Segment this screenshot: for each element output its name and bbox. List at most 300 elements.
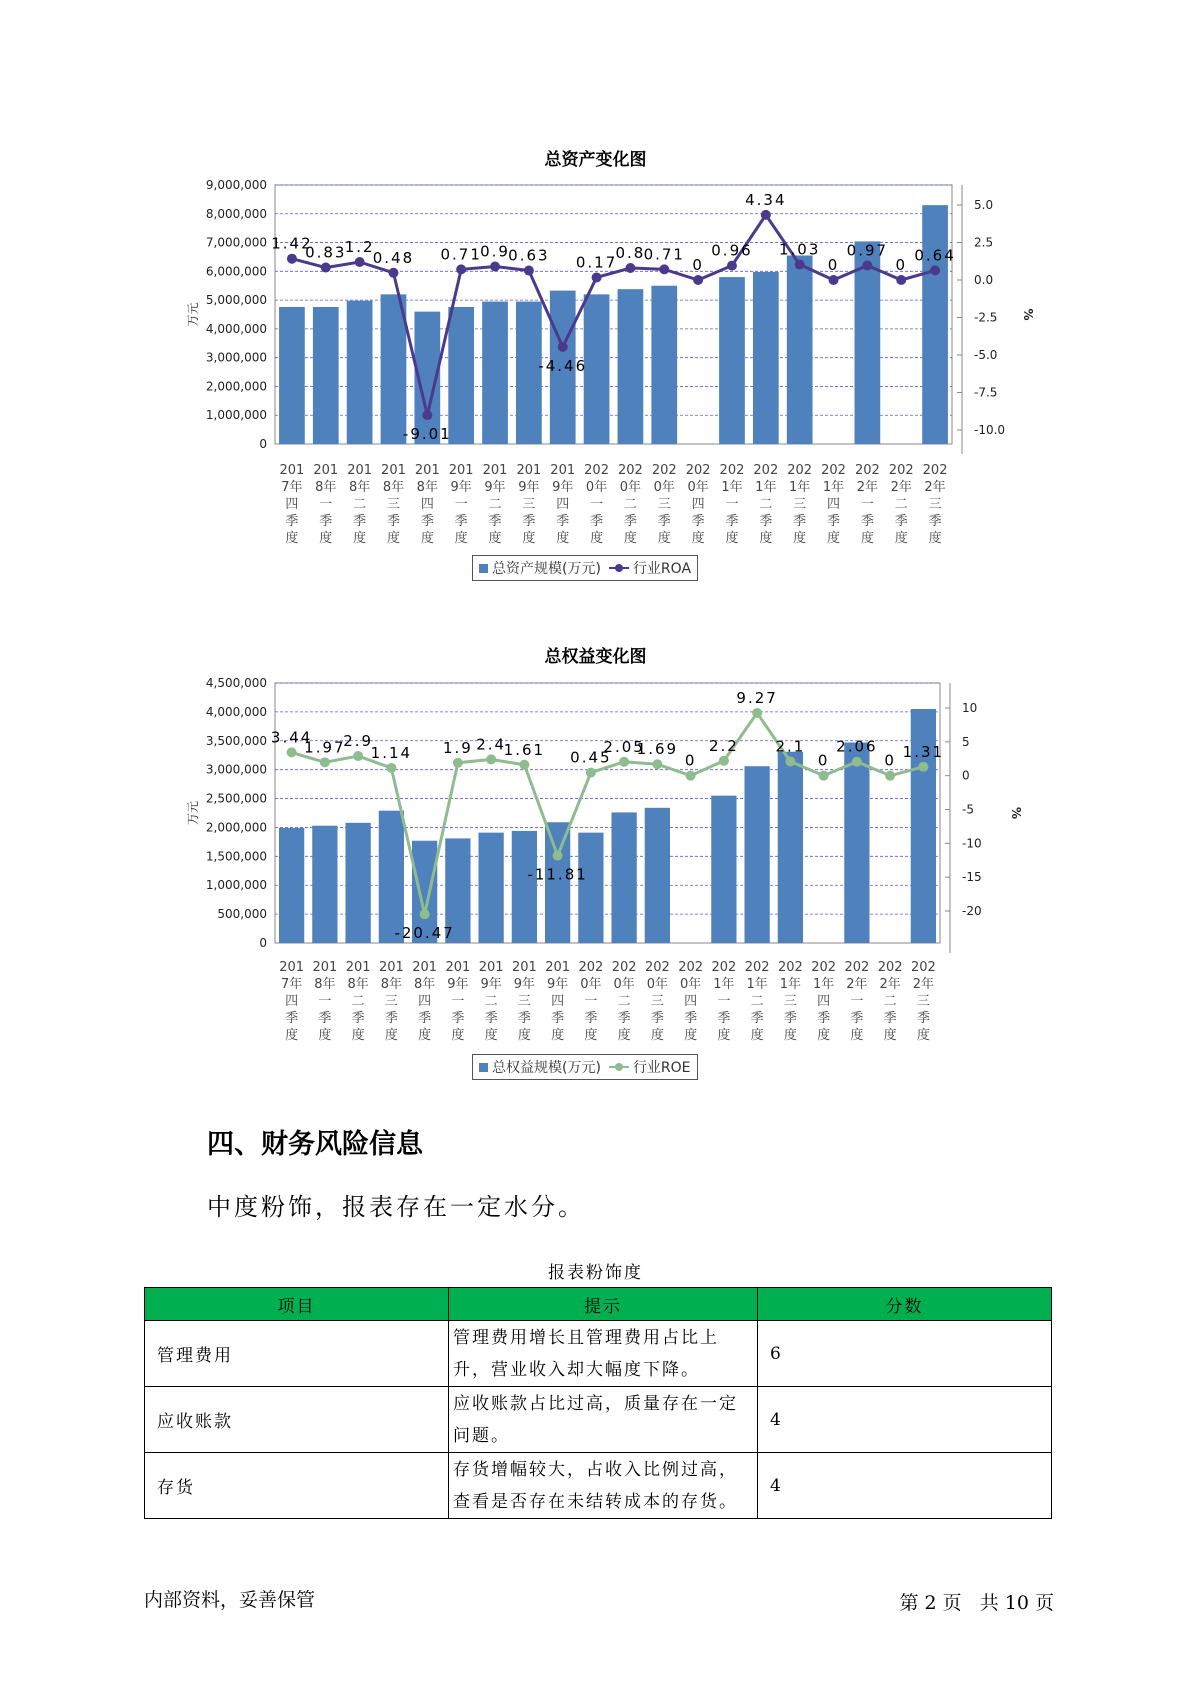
- x-tick-label: 度: [556, 531, 570, 546]
- line-point: [659, 264, 669, 274]
- x-tick-label: 四: [691, 497, 705, 512]
- x-tick-label: 季: [418, 1011, 432, 1026]
- x-tick-label: 三: [916, 994, 930, 1009]
- x-tick-label: 二: [484, 994, 498, 1009]
- bar: [279, 307, 305, 444]
- data-label: 1.31: [902, 742, 945, 761]
- x-tick-label: 四: [420, 497, 434, 512]
- bar: [787, 256, 813, 444]
- x-tick-label: 季: [783, 1011, 797, 1026]
- x-tick-label: 度: [488, 531, 502, 546]
- x-tick-label: 季: [817, 1011, 831, 1026]
- y-tick-label: 4,500,000: [205, 676, 267, 690]
- x-tick-label: 季: [351, 1011, 365, 1026]
- line-point: [652, 759, 662, 769]
- x-tick-label: 202: [644, 960, 670, 975]
- x-tick-label: 季: [650, 1011, 664, 1026]
- x-tick-label: 度: [351, 1028, 365, 1043]
- x-tick-label: 季: [916, 1011, 930, 1026]
- x-tick-label: 0年: [619, 480, 642, 495]
- data-label: 1.14: [370, 743, 413, 762]
- line-point: [388, 268, 398, 278]
- x-tick-label: 202: [711, 960, 737, 975]
- x-tick-label: 季: [717, 1011, 731, 1026]
- x-tick-label: 度: [684, 1028, 698, 1043]
- x-tick-label: 1年: [822, 480, 845, 495]
- legend-label-line: 行业ROA: [632, 561, 692, 577]
- x-tick-label: 202: [922, 463, 948, 478]
- bar: [345, 823, 370, 943]
- header-hint: 提示: [449, 1288, 758, 1321]
- y-tick-label: 9,000,000: [205, 178, 267, 192]
- data-label: 1.9: [442, 738, 473, 757]
- x-tick-label: 度: [319, 531, 333, 546]
- legend-label-bar: 总资产规模(万元): [492, 561, 601, 577]
- y-tick-label: 2,500,000: [205, 791, 267, 806]
- x-tick-label: 度: [894, 531, 908, 546]
- x-tick-label: 9年: [450, 480, 472, 495]
- line-point: [625, 263, 635, 273]
- x-tick-label: 度: [883, 1028, 897, 1043]
- x-tick-label: 度: [484, 1028, 498, 1043]
- chart-title-assets: 总资产变化图: [544, 150, 647, 170]
- table-row: [145, 1387, 1052, 1453]
- legend-item-line: [609, 1057, 691, 1077]
- x-tick-label: 0年: [646, 977, 669, 992]
- x-tick-label: 季: [556, 514, 570, 529]
- bar: [584, 294, 610, 444]
- x-tick-label: 度: [793, 531, 807, 546]
- data-label: 0: [692, 256, 704, 274]
- table-row: [145, 1453, 1052, 1519]
- x-tick-label: 1年: [721, 480, 743, 495]
- x-tick-label: 度: [551, 1028, 565, 1043]
- x-tick-label: 一: [850, 994, 864, 1009]
- x-tick-label: 9年: [518, 480, 540, 495]
- legend-item-bar: [479, 1057, 601, 1077]
- x-tick-label: 二: [617, 994, 631, 1009]
- x-tick-label: 0年: [679, 977, 702, 992]
- cell-score: 4: [758, 1453, 1052, 1519]
- cell-hint: 应收账款占比过高，质量存在一定问题。: [449, 1387, 758, 1453]
- y2-tick-label: 2.5: [974, 235, 994, 250]
- line-point: [586, 768, 596, 778]
- x-tick-label: 201: [345, 960, 371, 975]
- x-tick-label: 202: [578, 960, 604, 975]
- x-tick-label: 8年: [315, 480, 337, 495]
- line-point: [829, 275, 839, 285]
- x-tick-label: 一: [584, 994, 598, 1009]
- x-tick-label: 四: [418, 994, 432, 1009]
- x-tick-label: 201: [478, 960, 504, 975]
- x-tick-label: 度: [657, 531, 671, 546]
- x-tick-label: 201: [414, 463, 440, 478]
- x-tick-label: 8年: [382, 480, 405, 495]
- line-point: [885, 771, 895, 781]
- y-tick-label: 500,000: [217, 907, 267, 922]
- bar: [312, 826, 337, 943]
- x-tick-label: 季: [617, 1011, 631, 1026]
- y-tick-label: 3,500,000: [205, 733, 267, 748]
- line-point: [456, 264, 466, 274]
- x-tick-label: 2年: [890, 480, 912, 495]
- data-label: 1.42: [271, 234, 313, 253]
- footer-confidential: 内部资料，妥善保管: [144, 1589, 316, 1611]
- line-point: [761, 210, 771, 220]
- x-tick-label: 季: [420, 514, 434, 529]
- x-tick-label: 季: [623, 514, 637, 529]
- x-tick-label: 1年: [755, 480, 777, 495]
- data-label: 1.61: [503, 740, 546, 759]
- x-tick-label: 202: [685, 463, 711, 478]
- cell-item: 存货: [145, 1453, 449, 1519]
- y-tick-label: 2,000,000: [205, 379, 267, 394]
- x-tick-label: 202: [821, 463, 846, 478]
- cell-score: 4: [758, 1387, 1052, 1453]
- line-point: [592, 272, 602, 282]
- x-tick-label: 三: [650, 994, 664, 1009]
- x-tick-label: 度: [623, 531, 637, 546]
- line-point: [719, 756, 729, 766]
- line-point: [553, 851, 563, 861]
- line-point: [420, 909, 430, 919]
- x-tick-label: 季: [551, 1011, 565, 1026]
- x-tick-label: 一: [590, 497, 604, 512]
- cell-item: 管理费用: [145, 1321, 449, 1387]
- x-tick-label: 度: [750, 1028, 764, 1043]
- x-tick-label: 季: [850, 1011, 864, 1026]
- x-tick-label: 2年: [856, 480, 879, 495]
- bar: [744, 766, 769, 943]
- x-tick-label: 201: [445, 960, 471, 975]
- line-point: [453, 758, 463, 768]
- x-tick-label: 201: [279, 960, 305, 975]
- x-tick-label: 8年: [348, 480, 371, 495]
- x-tick-label: 一: [725, 497, 739, 512]
- x-tick-label: 季: [451, 1011, 465, 1026]
- x-tick-label: 二: [883, 994, 897, 1009]
- y2-tick-label: -5: [962, 802, 974, 817]
- legend-swatch-bar: [479, 564, 488, 573]
- table-caption: 报表粉饰度: [548, 1263, 643, 1283]
- x-tick-label: 一: [717, 994, 731, 1009]
- x-tick-label: 二: [353, 497, 367, 512]
- data-label: 0: [884, 751, 896, 770]
- x-tick-label: 201: [412, 960, 438, 975]
- x-tick-label: 季: [285, 514, 299, 529]
- x-tick-label: 季: [657, 514, 671, 529]
- x-tick-label: 201: [312, 960, 338, 975]
- bar: [512, 831, 537, 943]
- y-tick-label: 7,000,000: [205, 235, 267, 250]
- x-tick-label: 四: [817, 994, 831, 1009]
- y-tick-label: 4,000,000: [205, 321, 267, 336]
- data-label: 0.48: [372, 248, 415, 267]
- y-tick-label: 3,000,000: [205, 762, 267, 777]
- line-point: [287, 254, 297, 264]
- y2-tick-label: -15: [962, 870, 982, 885]
- x-tick-label: 四: [285, 994, 299, 1009]
- x-tick-label: 201: [347, 463, 373, 478]
- x-tick-label: 201: [511, 960, 537, 975]
- x-tick-label: 度: [617, 1028, 631, 1043]
- x-tick-label: 度: [454, 531, 468, 546]
- x-tick-label: 季: [353, 514, 367, 529]
- x-tick-label: 度: [717, 1028, 731, 1043]
- line-point: [619, 757, 629, 767]
- x-tick-label: 季: [318, 1011, 332, 1026]
- y2-tick-label: 10: [962, 701, 978, 715]
- y2-tick-label: -20: [962, 904, 982, 918]
- x-tick-label: 季: [928, 514, 942, 529]
- x-tick-label: 季: [590, 514, 604, 529]
- x-tick-label: 9年: [513, 977, 536, 992]
- x-tick-label: 一: [318, 994, 332, 1009]
- y-tick-label: 0: [259, 437, 267, 451]
- risk-summary: 中度粉饰，报表存在一定水分。: [207, 1193, 585, 1221]
- cell-hint: 存货增幅较大，占收入比例过高，查看是否存在未结转成本的存货。: [449, 1453, 758, 1519]
- x-tick-label: 季: [684, 1011, 698, 1026]
- x-tick-label: 三: [783, 994, 797, 1009]
- x-tick-label: 度: [783, 1028, 797, 1043]
- footer-page-number: 第 2 页 共 10 页: [899, 1592, 1054, 1614]
- x-tick-label: 2年: [912, 977, 935, 992]
- x-tick-label: 度: [817, 1028, 831, 1043]
- y-tick-label: 1,000,000: [205, 408, 267, 423]
- y2-axis-label: %: [1009, 806, 1023, 820]
- x-tick-label: 度: [584, 1028, 598, 1043]
- data-label: 0.71: [643, 245, 685, 264]
- x-tick-label: 8年: [347, 977, 369, 992]
- data-label: -11.81: [527, 865, 588, 884]
- bar: [753, 272, 779, 444]
- x-tick-label: 201: [381, 463, 406, 478]
- x-tick-label: 度: [916, 1028, 930, 1043]
- x-tick-label: 度: [691, 531, 705, 546]
- x-tick-label: 度: [418, 1028, 432, 1043]
- x-tick-label: 季: [691, 514, 705, 529]
- data-label: 0.97: [846, 241, 889, 260]
- data-label: 9.27: [736, 688, 778, 707]
- y2-tick-label: 5.0: [974, 198, 994, 212]
- x-tick-label: 季: [386, 514, 400, 529]
- bar: [778, 752, 803, 943]
- x-tick-label: 季: [522, 514, 536, 529]
- x-tick-label: 7年: [281, 480, 303, 495]
- x-tick-label: 0年: [580, 977, 602, 992]
- line-point: [422, 410, 432, 420]
- x-tick-label: 度: [517, 1028, 531, 1043]
- x-tick-label: 度: [285, 531, 299, 546]
- line-point: [686, 771, 696, 781]
- assets-chart: [0, 170, 1191, 570]
- x-tick-label: 202: [777, 960, 803, 975]
- data-label: 2.1: [775, 737, 806, 756]
- data-label: -4.46: [538, 356, 588, 375]
- line-point: [727, 261, 737, 271]
- x-tick-label: 四: [551, 994, 565, 1009]
- bar: [279, 828, 304, 943]
- legend-label-line: 行业ROE: [632, 1060, 691, 1076]
- x-tick-label: 202: [744, 960, 770, 975]
- y2-tick-label: 0.0: [974, 273, 994, 287]
- x-tick-label: 202: [651, 463, 677, 478]
- x-tick-label: 202: [877, 960, 903, 975]
- legend-assets: [472, 555, 698, 581]
- line-point: [752, 708, 762, 718]
- x-tick-label: 季: [725, 514, 739, 529]
- bar: [645, 808, 670, 943]
- line-point: [519, 760, 529, 770]
- x-tick-label: 一: [319, 497, 333, 512]
- x-tick-label: 7年: [280, 977, 303, 992]
- data-label: 1.03: [778, 240, 821, 259]
- data-label: 0.8: [615, 244, 646, 262]
- bar: [379, 811, 404, 943]
- line-point: [386, 763, 396, 773]
- x-tick-label: 度: [725, 531, 739, 546]
- x-tick-label: 四: [827, 497, 841, 512]
- bar: [618, 289, 644, 444]
- x-tick-label: 202: [678, 960, 704, 975]
- y-axis-label: 万元: [186, 800, 200, 826]
- x-tick-label: 度: [850, 1028, 864, 1043]
- x-tick-label: 四: [556, 497, 570, 512]
- x-tick-label: 0年: [585, 480, 608, 495]
- x-tick-label: 9年: [447, 977, 469, 992]
- data-label: 0.71: [440, 245, 482, 264]
- line-point: [896, 275, 906, 285]
- x-tick-label: 季: [759, 514, 773, 529]
- x-tick-label: 201: [313, 463, 339, 478]
- x-tick-label: 201: [550, 463, 576, 478]
- x-tick-label: 季: [750, 1011, 764, 1026]
- cell-score: 6: [758, 1321, 1052, 1387]
- data-label: 2.4: [476, 735, 507, 754]
- x-tick-label: 三: [793, 497, 807, 512]
- x-tick-label: 度: [650, 1028, 664, 1043]
- line-point: [490, 262, 500, 272]
- data-label: 1.2: [344, 238, 375, 256]
- x-tick-label: 三: [386, 497, 400, 512]
- x-tick-label: 季: [454, 514, 468, 529]
- y-tick-label: 4,000,000: [205, 704, 267, 719]
- line-point: [693, 275, 703, 285]
- x-tick-label: 度: [451, 1028, 465, 1043]
- x-tick-label: 二: [623, 497, 637, 512]
- data-label: 0: [817, 751, 830, 770]
- line-point: [918, 762, 928, 772]
- x-tick-label: 四: [285, 497, 299, 512]
- y-tick-label: 3,000,000: [205, 350, 267, 365]
- cell-item: 应收账款: [145, 1387, 449, 1453]
- x-tick-label: 1年: [789, 480, 811, 495]
- x-tick-label: 度: [860, 531, 874, 546]
- x-tick-label: 1年: [713, 977, 735, 992]
- x-tick-label: 2年: [846, 977, 868, 992]
- line-point: [321, 263, 331, 273]
- legend-label-bar: 总权益规模(万元): [492, 1060, 601, 1076]
- x-tick-label: 季: [285, 1011, 299, 1026]
- line-point: [558, 342, 568, 352]
- line-point: [819, 771, 829, 781]
- x-tick-label: 9年: [546, 977, 569, 992]
- x-tick-label: 度: [386, 531, 400, 546]
- x-tick-label: 202: [787, 463, 813, 478]
- header-score: 分数: [758, 1288, 1052, 1321]
- x-tick-label: 9年: [552, 480, 574, 495]
- x-tick-label: 度: [759, 531, 773, 546]
- x-tick-label: 季: [827, 514, 841, 529]
- x-tick-label: 201: [448, 463, 474, 478]
- legend-equity: [472, 1054, 698, 1080]
- legend-item-bar: [479, 558, 601, 578]
- x-tick-label: 四: [684, 994, 698, 1009]
- x-tick-label: 季: [319, 514, 333, 529]
- bar: [478, 833, 503, 943]
- x-tick-label: 202: [753, 463, 779, 478]
- x-tick-label: 度: [928, 531, 942, 546]
- x-tick-label: 201: [482, 463, 508, 478]
- line-point: [795, 260, 805, 270]
- y2-tick-label: -5.0: [974, 348, 998, 362]
- chart-title-equity: 总权益变化图: [544, 647, 647, 667]
- bar: [611, 812, 636, 943]
- y-axis-label: 万元: [186, 302, 200, 327]
- x-tick-label: 0年: [653, 480, 675, 495]
- x-tick-label: 8年: [413, 977, 436, 992]
- data-label: 0.63: [508, 246, 550, 265]
- risk-table: [144, 1287, 1052, 1519]
- x-tick-label: 二: [759, 497, 773, 512]
- x-tick-label: 201: [378, 960, 404, 975]
- x-tick-label: 202: [719, 463, 745, 478]
- x-tick-label: 度: [590, 531, 604, 546]
- x-tick-label: 三: [517, 994, 531, 1009]
- legend-swatch-line: [609, 1062, 629, 1072]
- y-tick-label: 0: [259, 936, 267, 950]
- x-tick-label: 202: [844, 960, 870, 975]
- x-tick-label: 季: [488, 514, 502, 529]
- y2-tick-label: -10.0: [974, 423, 1006, 437]
- y2-tick-label: -7.5: [974, 385, 998, 400]
- x-tick-label: 9年: [484, 480, 506, 495]
- line-point: [355, 257, 365, 267]
- x-tick-label: 二: [488, 497, 502, 512]
- data-label: 0.83: [305, 243, 347, 262]
- x-tick-label: 202: [618, 463, 643, 478]
- equity-chart: [0, 668, 1191, 1068]
- x-tick-label: 度: [522, 531, 536, 546]
- bar: [651, 286, 677, 444]
- data-label: 0.17: [575, 253, 618, 272]
- bar: [578, 833, 603, 943]
- x-tick-label: 度: [353, 531, 367, 546]
- data-label: 0: [827, 256, 840, 274]
- table-row: [145, 1321, 1052, 1387]
- x-tick-label: 二: [351, 994, 365, 1009]
- y-tick-label: 6,000,000: [205, 264, 267, 279]
- y2-tick-label: -10: [962, 836, 982, 851]
- y-tick-label: 1,500,000: [205, 849, 267, 864]
- bar: [855, 241, 881, 444]
- data-label: 1.97: [304, 738, 346, 757]
- data-label: 0: [684, 751, 697, 770]
- x-tick-label: 一: [451, 994, 465, 1009]
- x-tick-label: 度: [420, 531, 434, 546]
- data-label: 2.9: [343, 732, 374, 751]
- x-tick-label: 三: [657, 497, 671, 512]
